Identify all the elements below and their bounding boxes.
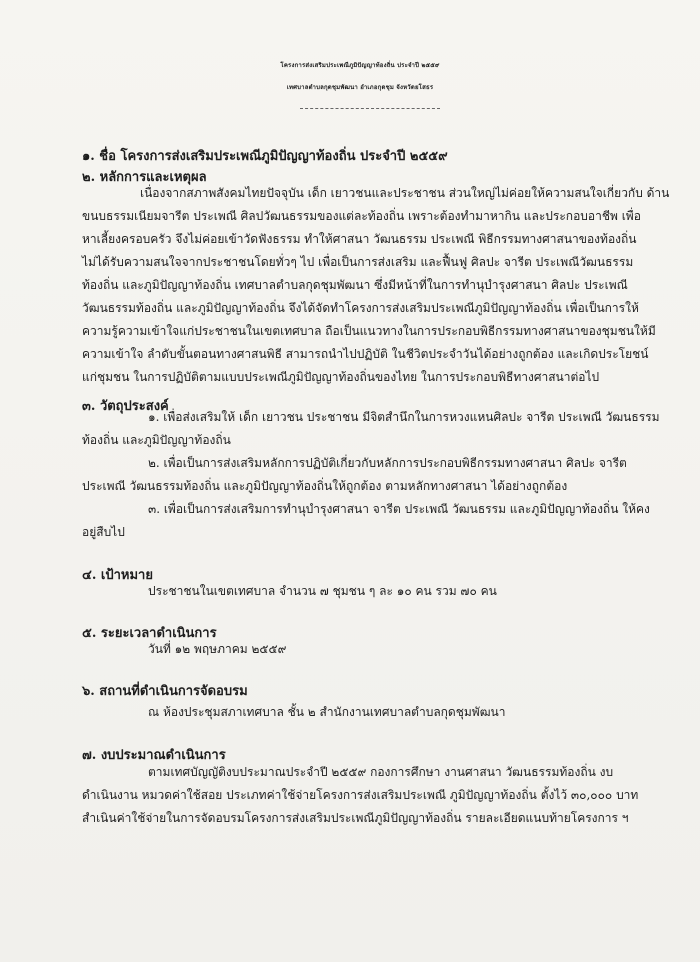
budget-line: ดำเนินงาน หมวดค่าใช้สอย ประเภทค่าใช้จ่ายโครงการส่งเสริมประเพณี ภูมิปัญญาท้องถิ่น ตั้งไว้ ๓๐,๐๐๐ บาท [82,788,639,802]
paragraph-line: ไม่ได้รับความสนใจจากประชาชนโดยทั่วๆ ไป เพื่อเป็นการส่งเสริม และฟื้นฟู ศิลปะ จารีต ประเพณีวัฒนธรรม [82,255,634,269]
paragraph-line: เนื่องจากสภาพสังคมไทยปัจจุบัน เด็ก เยาวชนและประชาชน ส่วนใหญ่ไม่ค่อยให้ความสนใจเกี่ยวกับ ด้าน [140,186,670,200]
objective-line: ท้องถิ่น และภูมิปัญญาท้องถิ่น [82,433,231,447]
budget-line: สำเนินค่าใช้จ่ายในการจัดอบรมโครงการส่งเสริมประเพณีภูมิปัญญาท้องถิ่น รายละเอียดแนบท้ายโครงการ ฯ [82,811,629,825]
objective-line: ๓. เพื่อเป็นการส่งเสริมการทำนุบำรุงศาสนา จารีต ประเพณี วัฒนธรรม และภูมิปัญญาท้องถิ่น ให้คง [148,502,650,516]
duration-line: วันที่ ๑๒ พฤษภาคม ๒๕๕๙ [148,642,287,656]
objective-line: ๒. เพื่อเป็นการส่งเสริมหลักการปฏิบัติเกี่ยวกับหลักการประกอบพิธีกรรมทางศาสนา ศิลปะ จารีต [148,456,627,470]
section-6-heading: ๖. สถานที่ดำเนินการจัดอบรม [82,684,248,699]
document-subtitle: เทศบาลตำบลกุดชุมพัฒนา อำเภอกุดชุม จังหวัดยโสธร [286,84,434,91]
section-1-heading: ๑. ชื่อ โครงการส่งเสริมประเพณีภูมิปัญญาท้องถิ่น ประจำปี ๒๕๕๙ [82,149,448,164]
paragraph-line: ขนบธรรมเนียมจารีต ประเพณี ศิลปวัฒนธรรมของแต่ละท้องถิ่น เพราะต้องทำมาหากิน และประกอบอาชีพ เพื่อ [82,209,641,223]
objective-line: ๑. เพื่อส่งเสริมให้ เด็ก เยาวชน ประชาชน มีจิตสำนึกในการหวงแหนศิลปะ จารีต ประเพณี วัฒนธรรม [148,410,660,424]
section-2-heading: ๒. หลักการและเหตุผล [82,170,207,185]
document-title: โครงการส่งเสริมประเพณีภูมิปัญญาท้องถิ่น ประจำปี ๒๕๕๙ [280,62,440,69]
paragraph-line: ท้องถิ่น และภูมิปัญญาท้องถิ่น เทศบาลตำบลกุดชุมพัฒนา ซึ่งมีหน้าที่ในการทำนุบำรุงศาสนา ศิลปะ ประเพณี [82,278,628,292]
target-line: ประชาชนในเขตเทศบาล จำนวน ๗ ชุมชน ๆ ละ ๑๐ คน รวม ๗๐ คน [148,584,497,598]
paragraph-line: ความเข้าใจ ลำดับขั้นตอนทางศาสนพิธี สามารถนำไปปฏิบัติ ในชีวิตประจำวันได้อย่างถูกต้อง และเกิดประโยชน์ [82,347,649,361]
budget-line: ตามเทศบัญญัติงบประมาณประจำปี ๒๕๕๙ กองการศึกษา งานศาสนา วัฒนธรรมท้องถิ่น งบ [148,765,614,779]
objective-line: ประเพณี วัฒนธรรมท้องถิ่น และภูมิปัญญาท้องถิ่นให้ถูกต้อง ตามหลักทางศาสนา ได้อย่างถูกต้อง [82,479,568,493]
objective-line: อยู่สืบไป [82,525,125,539]
paragraph-line: แก่ชุมชน ในการปฏิบัติตามแบบประเพณีภูมิปัญญาท้องถิ่นของไทย ในการประกอบพิธีทางศาสนาต่อไป [82,370,600,384]
section-5-heading: ๕. ระยะเวลาดำเนินการ [82,626,217,641]
section-4-heading: ๔. เป้าหมาย [82,568,153,583]
section-3-heading: ๓. วัตถุประสงค์ [82,399,169,414]
paragraph-line: วัฒนธรรมท้องถิ่น และภูมิปัญญาท้องถิ่น จึงได้จัดทำโครงการส่งเสริมประเพณีภูมิปัญญาท้องถิ่น เพื่อเป็นการให้ [82,301,639,315]
location-line: ณ ห้องประชุมสภาเทศบาล ชั้น ๒ สำนักงานเทศบาลตำบลกุดชุมพัฒนา [148,705,506,719]
title-divider [300,108,440,109]
paragraph-line: ความรู้ความเข้าใจแก่ประชาชนในเขตเทศบาล ถือเป็นแนวทางในการประกอบพิธีกรรมทางศาสนาของชุมชนให้มี [82,324,656,338]
section-7-heading: ๗. งบประมาณดำเนินการ [82,748,226,763]
paragraph-line: หาเลี้ยงครอบครัว จึงไม่ค่อยเข้าวัดฟังธรรม ทำให้ศาสนา วัฒนธรรม ประเพณี พิธีกรรมทางศาสนาของท้องถิ่น [82,232,637,246]
